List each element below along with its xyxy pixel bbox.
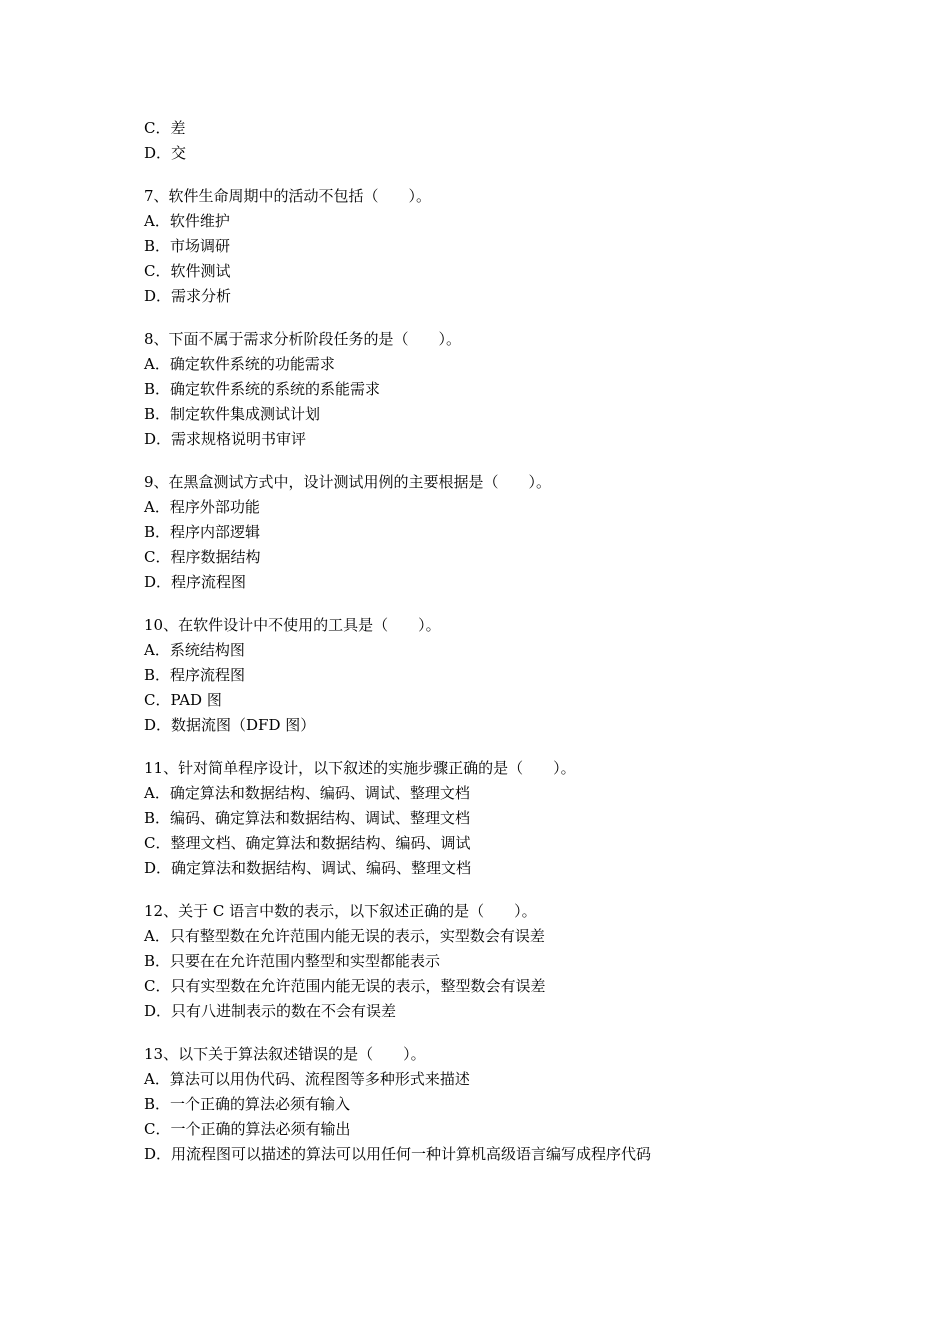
- question-stem: 9、在黑盒测试方式中，设计测试用例的主要根据是（ ）。: [144, 473, 552, 491]
- option-line: B．市场调研: [144, 237, 231, 255]
- question-9: [144, 470, 824, 595]
- option-line: C．只有实型数在允许范围内能无误的表示，整型数会有误差: [144, 977, 546, 995]
- option-line: B．一个正确的算法必须有输入: [144, 1095, 351, 1113]
- option-line: C．差: [144, 119, 186, 137]
- option-line: D．需求规格说明书审评: [144, 430, 307, 448]
- question-stem: 8、下面不属于需求分析阶段任务的是（ ）。: [144, 330, 462, 348]
- question-stem: 7、软件生命周期中的活动不包括（ ）。: [144, 187, 432, 205]
- option-line: D．数据流图（DFD 图）: [144, 716, 316, 734]
- option-line: C．软件测试: [144, 262, 231, 280]
- option-line: B．只要在在允许范围内整型和实型都能表示: [144, 952, 441, 970]
- option-line: C．整理文档、确定算法和数据结构、编码、调试: [144, 834, 471, 852]
- question-8: [144, 327, 824, 452]
- option-line: D．程序流程图: [144, 573, 247, 591]
- question-6-tail: [144, 116, 824, 166]
- question-13: [144, 1042, 824, 1167]
- option-line: B．编码、确定算法和数据结构、调试、整理文档: [144, 809, 471, 827]
- option-line: A．算法可以用伪代码、流程图等多种形式来描述: [144, 1070, 470, 1088]
- option-line: A．软件维护: [144, 212, 230, 230]
- option-line: A．只有整型数在允许范围内能无误的表示，实型数会有误差: [144, 927, 545, 945]
- option-line: D．用流程图可以描述的算法可以用任何一种计算机高级语言编写成程序代码: [144, 1145, 652, 1163]
- question-stem: 12、关于 C 语言中数的表示，以下叙述正确的是（ ）。: [144, 902, 537, 920]
- question-stem: 11、针对简单程序设计，以下叙述的实施步骤正确的是（ ）。: [144, 759, 576, 777]
- question-12: [144, 899, 824, 1024]
- question-10: [144, 613, 824, 738]
- question-11: [144, 756, 824, 881]
- option-line: A．系统结构图: [144, 641, 245, 659]
- question-stem: 13、以下关于算法叙述错误的是（ ）。: [144, 1045, 426, 1063]
- option-line: D．交: [144, 144, 187, 162]
- option-line: A．程序外部功能: [144, 498, 260, 516]
- option-line: B．制定软件集成测试计划: [144, 405, 321, 423]
- option-line: B．程序内部逻辑: [144, 523, 261, 541]
- option-line: D．确定算法和数据结构、调试、编码、整理文档: [144, 859, 472, 877]
- option-line: C．程序数据结构: [144, 548, 261, 566]
- option-line: D．需求分析: [144, 287, 232, 305]
- option-line: D．只有八进制表示的数在不会有误差: [144, 1002, 397, 1020]
- option-line: B．程序流程图: [144, 666, 246, 684]
- option-line: B．确定软件系统的系统的系能需求: [144, 380, 381, 398]
- option-line: C．PAD 图: [144, 691, 222, 709]
- option-line: A．确定软件系统的功能需求: [144, 355, 335, 373]
- question-list: [144, 116, 824, 1167]
- question-7: [144, 184, 824, 309]
- option-line: A．确定算法和数据结构、编码、调试、整理文档: [144, 784, 470, 802]
- question-stem: 10、在软件设计中不使用的工具是（ ）。: [144, 616, 441, 634]
- option-line: C．一个正确的算法必须有输出: [144, 1120, 351, 1138]
